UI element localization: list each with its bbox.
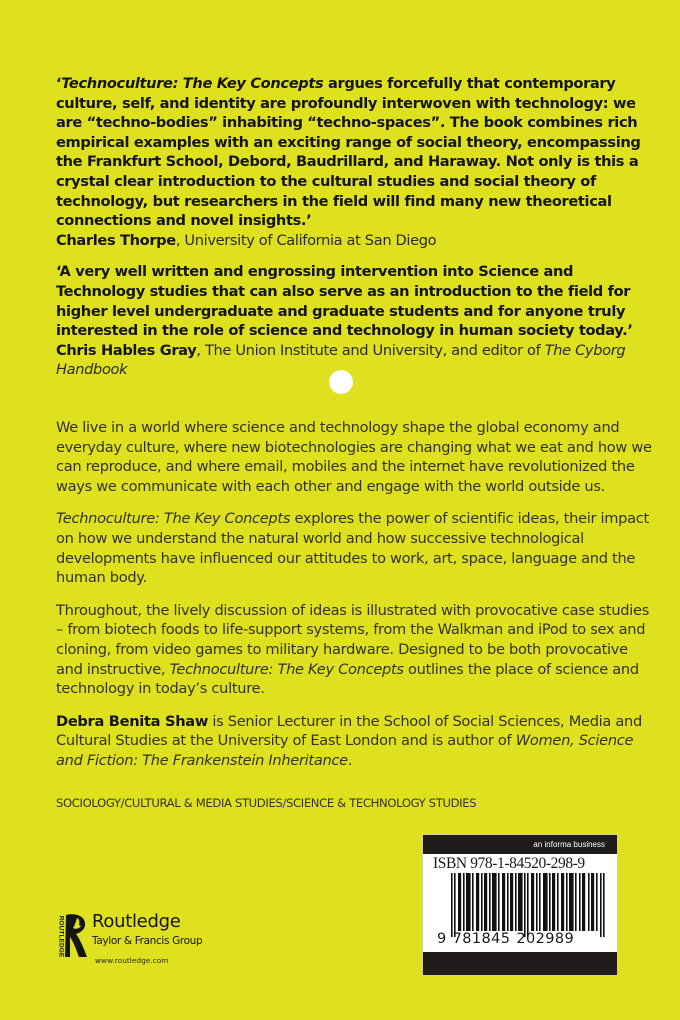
attribution (56, 341, 656, 380)
praise-quote-thorpe: ‘Technoculture: The Key Concepts argues forcefully that contemporary culture, self, and identity are profoundly interwoven with technology: we are “techno-bodies” inhabiting “techno-spaces”. The book combines rich empirical examples with an exciting range of social theory, encompassing the Frankfurt School, Debord, Baudrillard, and Haraway. Not only is this a crystal clear introduction to the cultural studies and social theory of technology, but researchers in the field will find many new theoretical connections and novel insights.’ Charles Thorpe, University of California at San Diego (56, 74, 656, 250)
routledge-r-face-icon (64, 913, 88, 959)
publisher-logo (54, 913, 254, 973)
logo-vertical-text: ROUTLEDGE (57, 915, 65, 958)
reviewer-affiliation: , The Union Institute and University, and editor of The Cyborg Handbook (56, 341, 626, 379)
author-bio: Debra Benita Shaw is Senior Lecturer in the School of Social Sciences, Media and Cultural Studies at the University of East London and is author of Women, Science and Fiction: The Frankenstein Inheritance. (56, 712, 642, 769)
reviewer-name: Chris Hables Gray (56, 341, 197, 359)
reviewer-name: Charles Thorpe (56, 231, 176, 249)
barcode-bars-icon (451, 873, 606, 937)
barcode-tagline: an informa business (423, 835, 617, 854)
isbn-text: ISBN 978-1-84520-298-9 (433, 855, 585, 872)
barcode-digits: 9 781845 202989 (437, 931, 575, 947)
barcode-bottom-strip (423, 952, 617, 975)
description-paragraph: Technoculture: The Key Concepts explores the power of scientific ideas, their impact on how we understand the natural world and how successive technological developments have influenced our attitudes to work, art, space, language and the human body. (56, 510, 649, 587)
subject-categories: SOCIOLOGY/CULTURAL & MEDIA STUDIES/SCIENCE & TECHNOLOGY STUDIES (56, 796, 477, 810)
praise-quote-gray: ‘A very well written and engrossing intervention into Science and Technology studies that can also serve as an introduction to the field for higher level undergraduate and graduate students and for anyone truly interested in the role of science and technology in human society today.’ Chris Hables Gray, The Union Institute and University, and editor of The Cyborg Handbook (56, 262, 656, 380)
author-name: Debra Benita Shaw (56, 712, 209, 730)
book-title: The Cyborg Handbook (56, 341, 626, 379)
book-title: Technoculture: The Key Concepts (61, 75, 324, 92)
description-paragraph: We live in a world where science and technology shape the global economy and everyday culture, where new biotechnologies are changing what we eat and how we can reproduce, and where email, mobiles and the internet have revolutionized the ways we communicate with each other and engage with the world outside us. (56, 419, 652, 495)
decorative-dot-icon (329, 370, 353, 394)
reviewer-affiliation: , University of California at San Diego (175, 231, 437, 249)
attribution (56, 231, 656, 251)
publisher-name: Routledge (92, 911, 181, 932)
isbn-barcode (422, 834, 618, 976)
book-description (56, 418, 656, 784)
description-paragraph: Throughout, the lively discussion of ideas is illustrated with provocative case studies – from biotech foods to life-support systems, from the Walkman and iPod to sex and cloning, from video games to military hardware. Designed to be both provocative and instructive, Technoculture: The Key Concepts outlines the place of science and technology in today’s culture. (56, 601, 649, 698)
praise-section (56, 74, 656, 392)
publisher-group: Taylor & Francis Group (92, 935, 203, 947)
publisher-url: www.routledge.com (95, 956, 169, 965)
